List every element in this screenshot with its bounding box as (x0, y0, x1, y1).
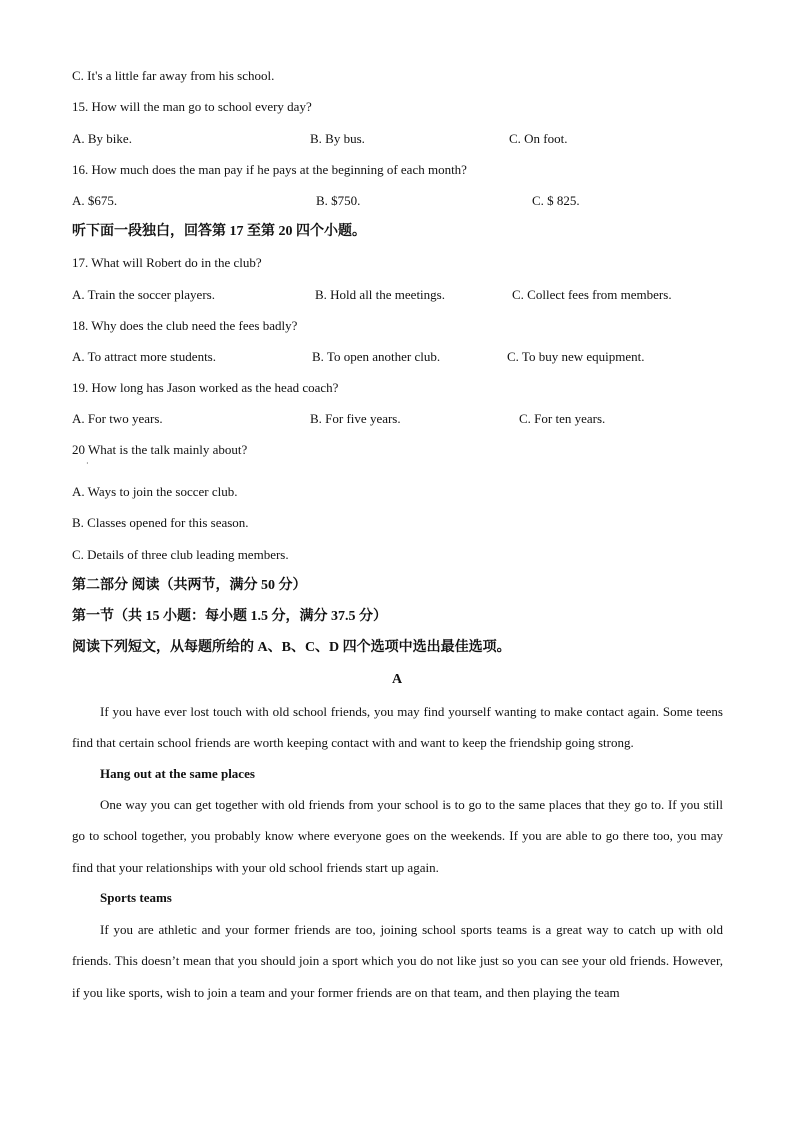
q19-option-a: A. For two years. (72, 411, 163, 426)
q17-option-a: A. Train the soccer players. (72, 287, 215, 302)
q15-option-a: A. By bike. (72, 131, 132, 146)
q14-option-c: C. It's a little far away from his school. (72, 68, 275, 83)
passage-label: A (391, 672, 403, 687)
passage-subheading-1: Hang out at the same places (100, 766, 255, 781)
q15-option-c: C. On foot. (509, 131, 568, 146)
passage-paragraph-2: One way you can get together with old friends from your school is to go to the same places that they go to. If you still go to school together, you probably know where everyone goes on the weekends. If you are able to go there too, you may find that your relationships with your old school friends start up again. (72, 797, 723, 875)
q17-option-c: C. Collect fees from members. (512, 287, 672, 302)
passage-paragraph-1: If you have ever lost touch with old school friends, you may find yourself wanting to make contact again. Some teens find that certain school friends are worth keeping contact with and want to keep the friendship going strong. (72, 704, 723, 751)
q18-question: 18. Why does the club need the fees badly? (72, 318, 298, 333)
q20-option-a: A. Ways to join the soccer club. (72, 484, 238, 499)
q18-option-b: B. To open another club. (312, 349, 441, 364)
passage-paragraph-3: If you are athletic and your former friends are too, joining school sports teams is a great way to catch up with old friends. This doesn’t mean that you should join a sport which you do not like just so you can see your old friends. However, if you like sports, wish to join a team and your former friends are on that team, and then playing the team (72, 922, 723, 1000)
q20-option-c: C. Details of three club leading members. (72, 547, 289, 562)
q15-option-b: B. By bus. (310, 131, 365, 146)
q16-option-c: C. $ 825. (532, 193, 580, 208)
q15-question: 15. How will the man go to school every day? (72, 99, 312, 114)
q17-option-b: B. Hold all the meetings. (315, 287, 445, 302)
part2-title: 第二部分 阅读（共两节，满分 50 分） (72, 578, 307, 593)
q19-option-c: C. For ten years. (519, 411, 606, 426)
q16-option-b: B. $750. (316, 193, 361, 208)
q18-option-c: C. To buy new equipment. (507, 349, 645, 364)
reading-instruction: 阅读下列短文，从每题所给的 A、B、C、D 四个选项中选出最佳选项。 (72, 640, 511, 655)
q20-option-b: B. Classes opened for this season. (72, 515, 249, 530)
passage-subheading-2: Sports teams (100, 890, 172, 905)
q18-option-a: A. To attract more students. (72, 349, 216, 364)
stray-dot-mark: · (86, 459, 89, 468)
q19-question: 19. How long has Jason worked as the head coach? (72, 380, 339, 395)
monologue-section-heading: 听下面一段独白，回答第 17 至第 20 四个小题。 (72, 224, 366, 239)
q19-option-b: B. For five years. (310, 411, 401, 426)
q17-question: 17. What will Robert do in the club? (72, 255, 262, 270)
q20-question: 20 What is the talk mainly about? (72, 442, 248, 457)
q16-question: 16. How much does the man pay if he pays at the beginning of each month? (72, 162, 467, 177)
q16-option-a: A. $675. (72, 193, 118, 208)
section1-title: 第一节（共 15 小题：每小题 1.5 分，满分 37.5 分） (72, 609, 387, 624)
